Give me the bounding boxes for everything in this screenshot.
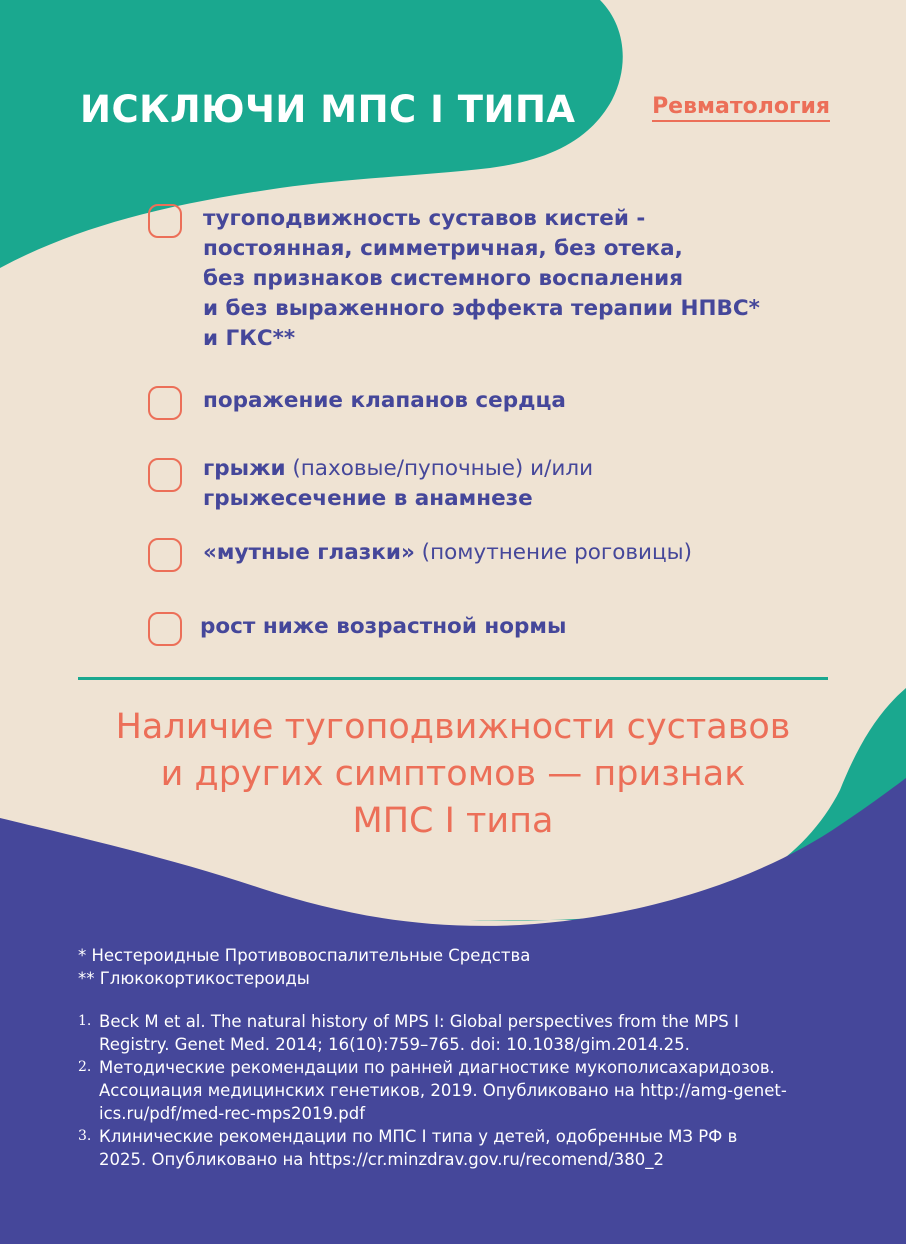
checkbox[interactable] [148,458,182,492]
checklist-item [148,386,566,420]
reference-text: Методические рекомендации по ранней диагностике мукополисахаридозов. Ассоциация медицинских генетиков, 2019. Опубликовано на http://amg-genet- ics.ru/pdf/med-rec-mps2019.pdf [99,1058,787,1123]
checkbox[interactable] [148,612,182,646]
checklist-item-text: рост ниже возрастной нормы [200,614,567,639]
reference-text: Клинические рекомендации по МПС I типа у детей, одобренные МЗ РФ в 2025. Опубликовано на https://cr.minzdrav.gov.ru/recomend/380_2 [99,1127,738,1169]
reference-item [78,1125,838,1171]
footnote: ** Глюкокортикостероиды [78,969,310,988]
checklist-item [148,204,760,354]
checklist-item-bold: «мутные глазки» [203,540,415,565]
checklist-item-text [203,538,692,568]
checkbox[interactable] [148,204,182,238]
checklist-item-bold: грыжи [203,456,286,481]
checkbox[interactable] [148,538,182,572]
footnotes-section [78,944,838,1171]
footnote: * Нестероидные Противовоспалительные Средства [78,946,531,965]
checklist-item-bold-2: грыжесечение в анамнезе [203,486,533,511]
reference-number: 2. [78,1059,92,1075]
checklist-item [148,454,593,514]
references-list [78,1010,838,1171]
reference-number: 3. [78,1128,92,1144]
checklist-item [148,538,692,572]
checklist-item-text [203,454,593,514]
conclusion-text: Наличие тугоподвижности суставов и других симптомов — признак МПС I типа [115,707,791,841]
checklist-item [148,612,566,646]
checklist-item-text: тугоподвижность суставов кистей - постоянная, симметричная, без отека, без признаков системного воспаления и без выраженного эффекта терапии НПВС* и ГКС** [203,206,760,351]
divider [78,677,828,680]
checklist-item-normal: (паховые/пупочные) и/или [285,456,594,481]
checkbox[interactable] [148,386,182,420]
checklist-item-text: поражение клапанов сердца [203,388,566,413]
reference-item [78,1010,838,1056]
checklist-item-normal: (помутнение роговицы) [414,540,693,565]
reference-text: Beck M et al. The natural history of MPS I: Global perspectives from the MPS I Registry. Genet Med. 2014; 16(10):759–765. doi: 10.1038/gim.2014.25. [99,1012,739,1054]
category-label: Ревматология [652,94,830,122]
reference-item [78,1056,838,1125]
reference-number: 1. [78,1013,92,1029]
page-title: ИСКЛЮЧИ МПС I ТИПА [80,88,576,131]
